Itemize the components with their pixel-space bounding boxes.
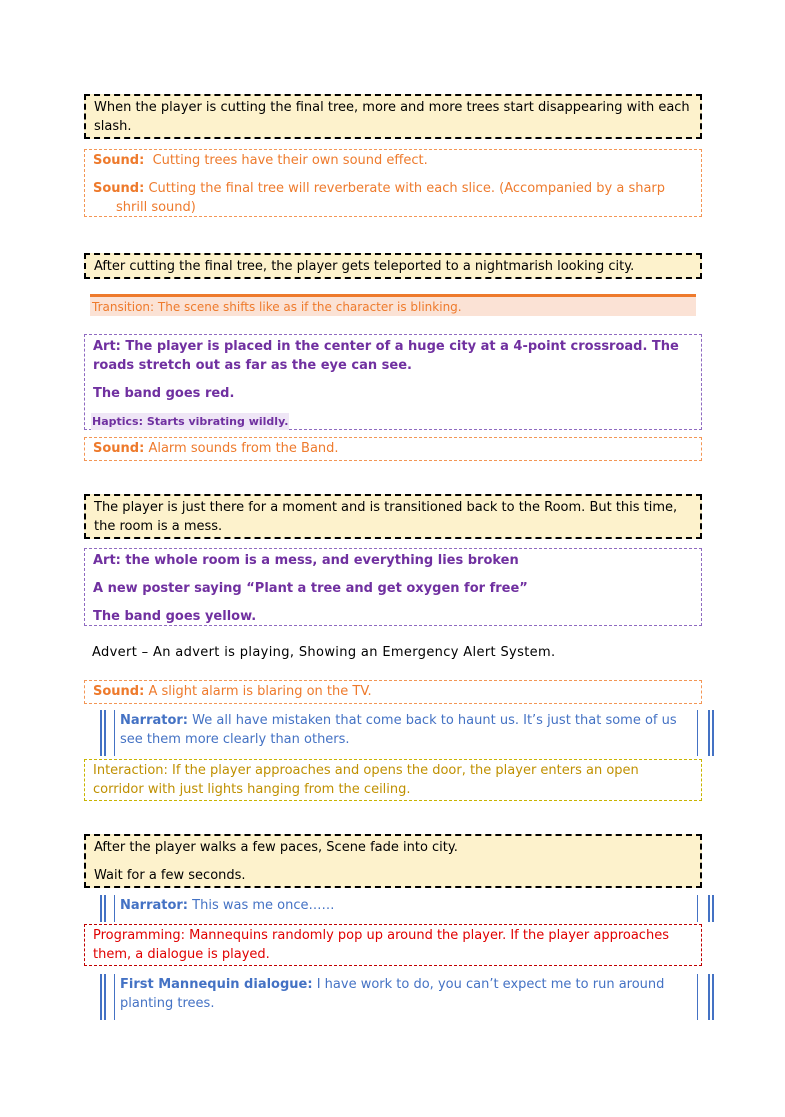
sound-line <box>93 439 693 458</box>
sound-text: Alarm sounds from the Band. <box>148 441 339 456</box>
programming-box <box>84 924 702 966</box>
dialogue-label: First Mannequin dialogue: <box>120 977 313 992</box>
narrator-label: Narrator: <box>120 898 189 913</box>
scene-text: After the player walks a few paces, Scene fade into city. <box>94 840 458 855</box>
interaction-box <box>84 759 702 801</box>
narrator-box-2 <box>100 895 714 922</box>
sound-text: Cutting the final tree will reverberate with each slice. (Accompanied by a sharp shrill sound) <box>116 181 666 215</box>
art-line: A new poster saying “Plant a tree and get oxygen for free” <box>93 581 528 596</box>
dialogue-line <box>120 975 700 1013</box>
narrator-text: We all have mistaken that come back to haunt us. It’s just that some of us see them more clearly than others. <box>120 713 677 747</box>
sound-label: Sound: <box>93 181 145 196</box>
mannequin-dialogue-box <box>100 974 714 1020</box>
narrator-line <box>120 896 700 915</box>
sound-text: A slight alarm is blaring on the TV. <box>148 684 372 699</box>
sound-box-3 <box>84 680 702 704</box>
scene-box-1 <box>84 94 702 139</box>
art-box-2 <box>84 548 702 626</box>
art-line: The band goes red. <box>93 386 235 401</box>
divider <box>114 710 115 756</box>
scene-text: The player is just there for a moment and is transitioned back to the Room. But this time, the room is a mess. <box>94 500 678 534</box>
art-box-1 <box>84 334 702 430</box>
divider <box>114 895 115 922</box>
sound-label: Sound: <box>93 684 145 699</box>
scene-text: After cutting the final tree, the player gets teleported to a nightmarish looking city. <box>94 259 635 274</box>
divider <box>697 974 698 1020</box>
art-line: The band goes yellow. <box>93 609 257 624</box>
scene-box-4 <box>84 834 702 888</box>
narrator-text: This was me once…… <box>192 898 335 913</box>
sound-line <box>93 179 693 217</box>
sound-box-1 <box>84 149 702 217</box>
sound-line <box>93 682 693 701</box>
scene-box-2 <box>84 253 702 279</box>
art-line: Art: The player is placed in the center of a huge city at a 4-point crossroad. The roads stretch out as far as the eye can see. <box>93 339 679 373</box>
scene-text: When the player is cutting the final tree, more and more trees start disappearing with each slash. <box>94 100 690 134</box>
sound-label: Sound: <box>93 153 145 168</box>
scene-text: Wait for a few seconds. <box>94 868 246 883</box>
transition-box: Transition: The scene shifts like as if the character is blinking. <box>90 294 696 316</box>
narrator-line <box>120 711 700 749</box>
sound-line <box>93 151 693 170</box>
haptics-line: Haptics: Starts vibrating wildly. <box>92 415 289 428</box>
art-line: Art: the whole room is a mess, and everything lies broken <box>93 553 519 568</box>
scene-box-3 <box>84 494 702 539</box>
sound-text: Cutting trees have their own sound effect. <box>152 153 428 168</box>
interaction-text: Interaction: If the player approaches and opens the door, the player enters an open corridor with just lights hanging from the ceiling. <box>93 763 639 797</box>
narrator-box-1 <box>100 710 714 756</box>
sound-box-2 <box>84 437 702 461</box>
sound-label: Sound: <box>93 441 145 456</box>
narrator-label: Narrator: <box>120 713 189 728</box>
programming-text: Programming: Mannequins randomly pop up around the player. If the player approaches them, a dialogue is played. <box>93 928 669 962</box>
divider <box>114 974 115 1020</box>
dialogue-text: I have work to do, you can’t expect me to run around planting trees. <box>120 977 665 1011</box>
divider <box>697 895 698 922</box>
advert-line: Advert – An advert is playing, Showing an Emergency Alert System. <box>92 645 556 660</box>
divider <box>697 710 698 756</box>
